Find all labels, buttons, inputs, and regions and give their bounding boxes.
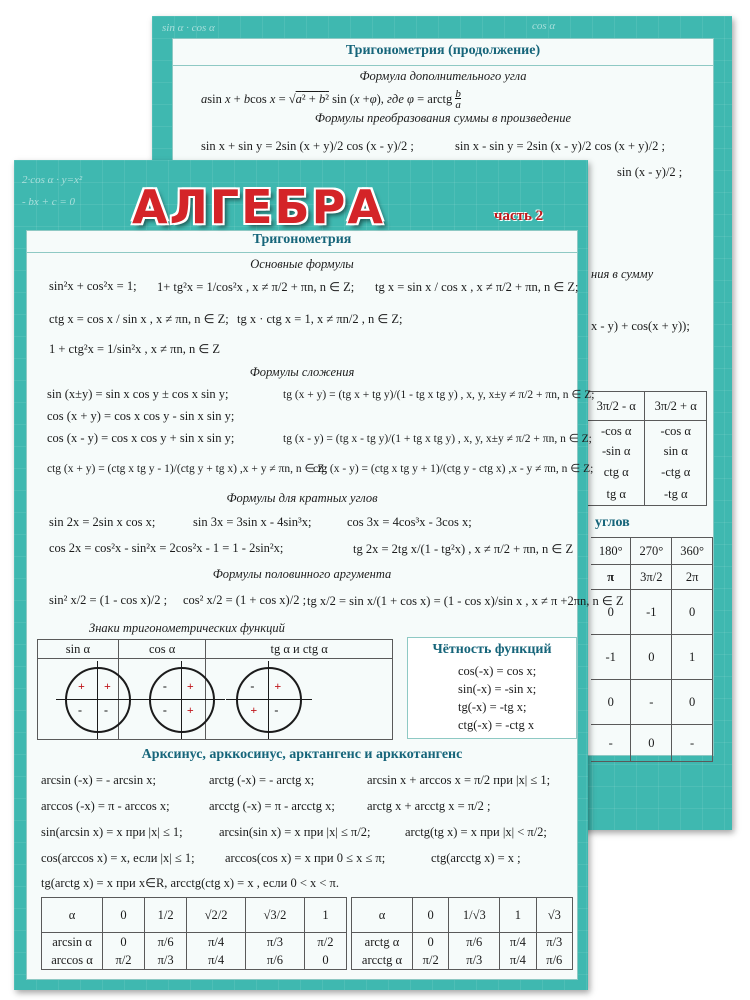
formula-half-1: sin² x/2 = (1 - cos x)/2 ;	[49, 593, 168, 607]
table-cell: π/4	[187, 933, 246, 952]
reduction-cell: tg α	[588, 483, 645, 506]
formula-add-3: cos (x + y) = cos x cos y - sin x sin y;	[47, 409, 235, 423]
x-axis	[226, 699, 312, 700]
subheading-basic: Основные формулы	[250, 257, 354, 271]
subheading-additional-angle: Формула дополнительного угла	[359, 69, 527, 83]
table-cell: arcsin α	[42, 933, 103, 952]
arctg-arcctg-table	[351, 897, 573, 970]
formula-add-4: cos (x - y) = cos x cos y + sin x sin y;	[47, 431, 235, 445]
formula-sum-sin-minus: sin x - sin y = 2sin (x - y)/2 cos (x + y)/2 ;	[455, 139, 665, 153]
table-cell: π/2	[413, 951, 449, 970]
angle-cell: 0	[591, 590, 631, 635]
table-cell: arcctg α	[352, 951, 413, 970]
subheading-half: Формулы половинного аргумента	[212, 567, 392, 581]
signs-cell-sin	[38, 659, 119, 740]
table-head: 0	[103, 898, 145, 933]
quadrant-sign: +	[250, 703, 258, 717]
unit-circle	[236, 667, 302, 733]
formula-arc: ctg(arcctg x) = x ;	[431, 851, 521, 865]
y-axis	[268, 661, 269, 739]
subheading-addition: Формулы сложения	[249, 365, 355, 379]
angle-rad: 2π	[672, 565, 713, 590]
formula-basic-6: 1 + ctg²x = 1/sin²x , x ≠ πn, n ∈ Z	[49, 342, 220, 356]
formula-add-2: tg (x + y) = (tg x + tg y)/(1 - tg x tg y) , x, y, x±y ≠ π/2 + πn, n ∈ Z;	[283, 389, 595, 401]
reduction-cell: -tg α	[645, 483, 707, 506]
signs-col-sin: sin α	[38, 640, 119, 659]
reduction-cell: -cos α	[588, 421, 645, 442]
angle-cell: 1	[672, 635, 713, 680]
formula-additional-angle: asin x + bcos x = √a² + b² sin (x +φ), где φ = arctg $\frac{b}{a}$	[201, 88, 461, 111]
quadrant-sign: -	[78, 703, 82, 717]
parity-item: sin(-x) = -sin x;	[458, 682, 537, 696]
reduction-cell: -sin α	[588, 441, 645, 461]
formula-arc: arctg (-x) = - arctg x;	[209, 773, 315, 787]
quadrant-sign: +	[186, 679, 194, 693]
angle-cell: 0	[631, 635, 672, 680]
subheading-product-sum: ния в сумму	[591, 267, 654, 281]
trig-title: Тригонометрия	[27, 232, 577, 253]
signs-cell-tg	[206, 659, 393, 740]
y-axis	[181, 661, 182, 739]
signs-col-cos: cos α	[118, 640, 206, 659]
formula-arc: cos(arccos x) = x, если |x| ≤ 1;	[41, 851, 195, 865]
parity-item: cos(-x) = cos x;	[458, 664, 537, 678]
formula-add-5: tg (x - y) = (tg x - tg y)/(1 + tg x tg y) , x, y, x±y ≠ π/2 + πn, n ∈ Z;	[283, 433, 592, 445]
formula-basic-2: 1+ tg²x = 1/cos²x , x ≠ π/2 + πn, n ∈ Z;	[157, 280, 355, 294]
table-cell: π/6	[246, 951, 305, 970]
table-cell: π/4	[187, 951, 246, 970]
signs-cell-cos	[118, 659, 206, 740]
table-cell: 0	[103, 933, 145, 952]
quadrant-sign: -	[274, 703, 279, 717]
formula-sum-partial: sin (x - y)/2 ;	[617, 165, 683, 179]
reduction-cell: ctg α	[588, 461, 645, 483]
formula-add-1: sin (x±y) = sin x cos y ± cos x sin y;	[47, 387, 229, 401]
decor-formula: 2·cos α · y=x²	[22, 174, 83, 186]
formula-arc: tg(arctg x) = x при x∈R, arcctg(ctg x) = x , если 0 < x < π.	[41, 876, 339, 890]
formula-add-7: ctg (x - y) = (ctg x tg y + 1)/(ctg y - ctg x) ,x - y ≠ πn, n ∈ Z;	[313, 463, 594, 475]
table-cell: π/4	[500, 933, 536, 952]
parity-item: ctg(-x) = -ctg x	[458, 718, 535, 732]
angle-deg: 270°	[631, 538, 672, 565]
table-cell: π/3	[536, 933, 572, 952]
formula-basic-1: sin²x + cos²x = 1;	[49, 279, 137, 293]
formula-basic-5: tg x · ctg x = 1, x ≠ πn/2 , n ∈ Z;	[237, 312, 403, 326]
decor-formula: sin α · cos α	[162, 22, 215, 34]
table-cell: π/6	[536, 951, 572, 970]
table-cell: arccos α	[42, 951, 103, 970]
arcsin-arccos-table	[41, 897, 347, 970]
table-cell: 0	[413, 933, 449, 952]
page-title: АЛГЕБРА	[132, 180, 385, 234]
quadrant-sign: -	[162, 679, 167, 693]
angle-cell: 0	[631, 725, 672, 762]
formula-mult-2: sin 3x = 3sin x - 4sin³x;	[193, 515, 312, 529]
quadrant-sign: -	[104, 703, 108, 717]
angle-rad: π	[591, 565, 631, 590]
angle-cell: 0	[591, 680, 631, 725]
table-cell: 0	[304, 951, 346, 970]
reduction-header: 3π/2 - α	[588, 392, 645, 421]
table-head: 1/2	[145, 898, 187, 933]
arc-title: Арксинус, арккосинус, арктангенс и арккотангенс	[141, 747, 463, 762]
formula-mult-1: sin 2x = 2sin x cos x;	[49, 515, 156, 529]
reduction-cell: -cos α	[645, 421, 707, 442]
reduction-cell: -ctg α	[645, 461, 707, 483]
decor-formula: cos α	[532, 20, 556, 32]
reduction-header: 3π/2 + α	[645, 392, 707, 421]
angle-deg: 360°	[672, 538, 713, 565]
formula-mult-4: cos 2x = cos²x - sin²x = 2cos²x - 1 = 1 - 2sin²x;	[49, 541, 284, 555]
quadrant-sign: +	[104, 679, 111, 693]
quadrant-sign: +	[78, 679, 85, 693]
angle-rad: 3π/2	[631, 565, 672, 590]
table-cell: arctg α	[352, 933, 413, 952]
formula-add-6: ctg (x + y) = (ctg x tg y - 1)/(ctg y + tg x) ,x + y ≠ πn, n ∈ Z;	[47, 463, 328, 475]
parity-box	[407, 637, 577, 739]
formula-mult-3: cos 3x = 4cos³x - 3cos x;	[347, 515, 472, 529]
table-head: √3	[536, 898, 572, 933]
subheading-sum-product: Формулы преобразования суммы в произведение	[314, 111, 572, 125]
formula-arc: arccos(cos x) = x при 0 ≤ x ≤ π;	[225, 851, 386, 865]
part-label: часть 2	[494, 208, 544, 224]
formula-arc: arcsin (-x) = - arcsin x;	[41, 773, 156, 787]
angle-cell: -1	[591, 635, 631, 680]
table-cell: π/3	[145, 951, 187, 970]
table-head: 1	[500, 898, 536, 933]
quadrant-sign: -	[250, 679, 255, 693]
table-head: 1	[304, 898, 346, 933]
formula-mult-5: tg 2x = 2tg x/(1 - tg²x) , x ≠ π/2 + πn, n ∈ Z	[353, 542, 574, 556]
subheading-signs: Знаки тригонометрических функций	[89, 621, 285, 635]
back-title: Тригонометрия (продолжение)	[173, 43, 713, 66]
decor-formula: - bx + c = 0	[22, 196, 76, 208]
table-head: √3/2	[246, 898, 305, 933]
formula-arc: arcsin(sin x) = x при |x| ≤ π/2;	[219, 825, 371, 839]
formula-product-sum-partial: x - y) + cos(x + y));	[591, 319, 690, 333]
angles-table-title: углов	[595, 515, 630, 530]
formula-arc: arctg x + arcctg x = π/2 ;	[367, 799, 491, 813]
formula-sum-sin-plus: sin x + sin y = 2sin (x + y)/2 cos (x - y)/2 ;	[201, 139, 414, 153]
formula-half-3: tg x/2 = sin x/(1 + cos x) = (1 - cos x)/sin x , x ≠ π +2πn, n ∈ Z	[307, 594, 624, 608]
y-axis	[97, 661, 98, 739]
formula-arc: arcctg (-x) = π - arcctg x;	[209, 799, 335, 813]
angle-cell: -	[591, 725, 631, 762]
table-cell: π/6	[145, 933, 187, 952]
formula-basic-3: tg x = sin x / cos x , x ≠ π/2 + πn, n ∈ Z;	[375, 280, 579, 294]
table-head: √2/2	[187, 898, 246, 933]
formula-half-2: cos² x/2 = (1 + cos x)/2 ;	[183, 593, 307, 607]
table-head: α	[42, 898, 103, 933]
quadrant-sign: -	[162, 703, 167, 717]
angle-cell: -1	[631, 590, 672, 635]
angle-cell: 0	[672, 590, 713, 635]
subheading-multiple: Формулы для кратных углов	[226, 491, 378, 505]
formula-arc: sin(arcsin x) = x при |x| ≤ 1;	[41, 825, 183, 839]
table-cell: π/4	[500, 951, 536, 970]
formula-arc: arctg(tg x) = x при |x| < π/2;	[405, 825, 547, 839]
table-cell: π/2	[304, 933, 346, 952]
parity-item: tg(-x) = -tg x;	[458, 700, 527, 714]
parity-title: Чётность функций	[432, 642, 552, 657]
table-cell: π/3	[449, 951, 500, 970]
table-cell: π/6	[449, 933, 500, 952]
table-head: 1/√3	[449, 898, 500, 933]
table-head: 0	[413, 898, 449, 933]
table-cell: π/2	[103, 951, 145, 970]
quadrant-sign: +	[274, 679, 282, 693]
angles-table	[591, 537, 713, 762]
quadrant-sign: +	[186, 703, 194, 717]
table-cell: π/3	[246, 933, 305, 952]
table-head: α	[352, 898, 413, 933]
signs-col-tg: tg α и ctg α	[206, 640, 393, 659]
formula-arc: arcsin x + arccos x = π/2 при |x| ≤ 1;	[367, 773, 551, 787]
angle-cell: -	[672, 725, 713, 762]
reduction-cell: sin α	[645, 441, 707, 461]
formula-basic-4: ctg x = cos x / sin x , x ≠ πn, n ∈ Z;	[49, 312, 229, 326]
angle-cell: 0	[672, 680, 713, 725]
angle-deg: 180°	[591, 538, 631, 565]
signs-table	[37, 639, 393, 740]
angle-cell: -	[631, 680, 672, 725]
reduction-table	[587, 391, 707, 506]
formula-arc: arccos (-x) = π - arccos x;	[41, 799, 170, 813]
